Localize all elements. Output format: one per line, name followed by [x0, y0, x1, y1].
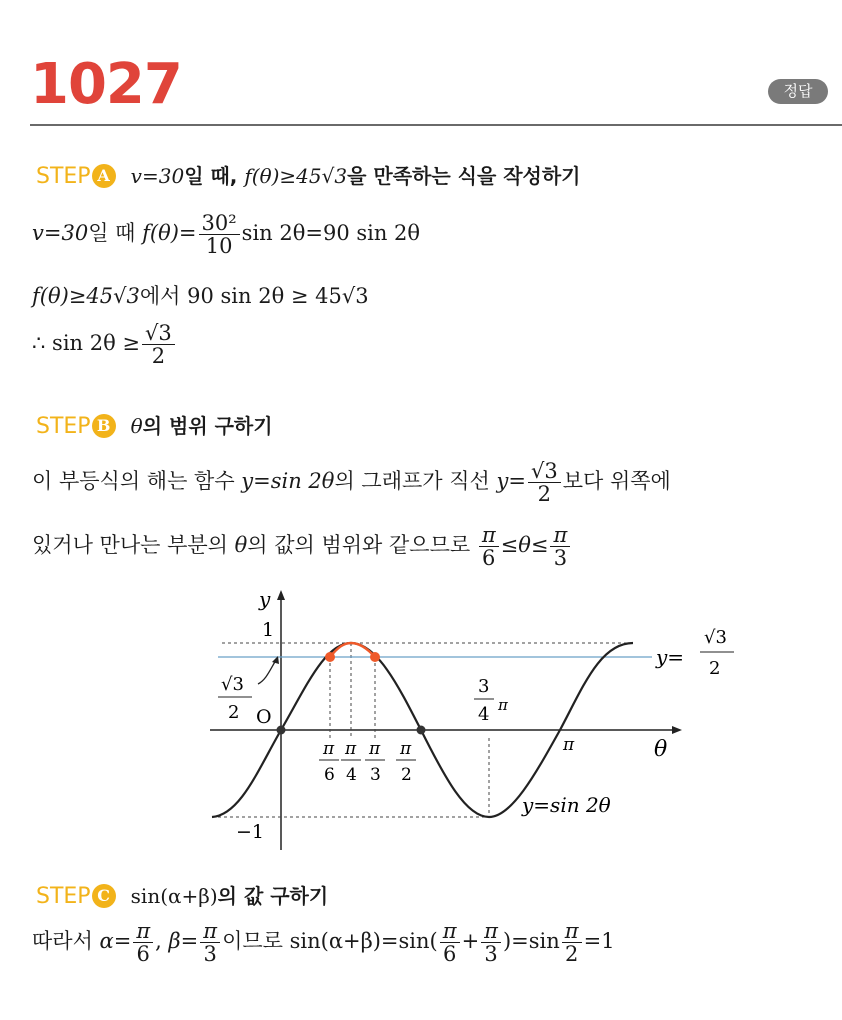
step-a-badge: A	[92, 164, 116, 188]
fraction-sqrt3-over-2	[142, 322, 175, 367]
theta-symbol: θ	[234, 533, 248, 558]
frac-num: π	[200, 920, 220, 943]
y-sqrt3-den: 2	[228, 702, 240, 723]
y-neg-one-label: −1	[236, 821, 265, 843]
fraction-sqrt3-over-2	[528, 460, 561, 505]
solution-arc	[330, 643, 375, 657]
inequality-f: f(θ)≥45√3	[32, 284, 140, 308]
frac-den: 6	[482, 546, 496, 571]
step-b-title	[131, 414, 273, 438]
step-a-title	[131, 164, 581, 188]
step-a-line-2	[32, 280, 369, 310]
step-c-line	[32, 920, 615, 965]
step-b-paragraph-1	[32, 460, 671, 505]
eq-range: ≤θ≤	[500, 533, 549, 558]
answer-tag[interactable]: 정답	[768, 79, 828, 104]
fraction-beta	[200, 920, 220, 965]
y-one-label: 1	[262, 619, 275, 641]
step-a-title-var: v=30	[130, 164, 185, 188]
text-above: 보다 위쪽에	[562, 469, 671, 494]
sine-graph	[0, 585, 842, 860]
y-axis-label: y	[259, 587, 271, 611]
frac-den: 3	[553, 546, 568, 571]
step-a-heading	[36, 160, 581, 189]
frac-den: 3	[484, 942, 498, 967]
step-c-label: STEP	[36, 884, 91, 909]
frac-num: π	[440, 920, 460, 943]
y-axis-arrow-icon	[277, 590, 285, 600]
header-divider	[30, 124, 842, 126]
therefore-sin: ∴ sin 2θ ≥	[32, 331, 141, 356]
frac-num: π	[481, 920, 501, 943]
eq-y: y=	[496, 469, 526, 494]
step-a-title-text1: 일 때,	[184, 164, 245, 188]
inequality-sin: 90 sin 2θ ≥ 45√3	[187, 284, 369, 308]
text-solution: 이 부등식의 해는 함수	[32, 469, 242, 494]
eq-alpha: α=	[99, 929, 132, 954]
step-b-paragraph-2	[32, 524, 572, 569]
tq-num: 3	[478, 676, 490, 697]
frac-num: π	[479, 524, 499, 547]
fraction-30sq-over-10	[199, 212, 240, 257]
frac-den: 2	[151, 344, 166, 369]
frac-den: 6	[442, 942, 457, 967]
text-when: 일 때	[88, 221, 143, 246]
tick-den: 6	[324, 765, 335, 785]
pi-over-2-point	[417, 726, 426, 735]
tick-pi-over-6	[319, 739, 339, 785]
pointer-arrow	[258, 660, 276, 684]
step-b-heading	[36, 410, 273, 439]
origin-label: O	[256, 706, 272, 728]
pi-label: π	[563, 735, 575, 755]
label-three-quarter-pi	[474, 676, 509, 725]
plus: +	[461, 929, 480, 954]
tick-den: 4	[346, 765, 357, 785]
tick-pi-over-2	[396, 739, 416, 785]
tick-num: π	[369, 739, 381, 759]
frac-num: π	[562, 920, 582, 943]
step-b-badge: B	[92, 414, 116, 438]
intersection-point-pi-over-6	[325, 652, 335, 662]
eq-f: f(θ)=	[142, 221, 197, 246]
line-label-pre: y=	[656, 645, 685, 669]
step-b-label: STEP	[36, 414, 91, 439]
fraction-pi-over-6	[440, 920, 460, 965]
frac-den: 2	[565, 942, 579, 967]
tick-num: π	[323, 739, 335, 759]
line-label-den: 2	[709, 658, 721, 679]
eq-beta: β=	[168, 929, 199, 954]
fraction-pi-over-3	[481, 920, 501, 965]
step-c-title	[131, 884, 329, 908]
eq-v: v=30	[32, 221, 89, 246]
eq-sin-sum: sin(α+β)=sin(	[289, 929, 438, 954]
curve-label: y=sin 2θ	[522, 793, 611, 817]
tq-den: 4	[478, 704, 490, 725]
text-graph-line: 의 그래프가 직선	[334, 469, 497, 494]
fraction-pi-over-2	[562, 920, 582, 965]
tick-den: 2	[401, 765, 412, 785]
step-c-title-text: 의 값 구하기	[217, 884, 329, 908]
tick-num: π	[345, 739, 357, 759]
frac-num: π	[550, 524, 570, 547]
frac-den: 2	[537, 482, 552, 507]
tick-num: π	[400, 739, 412, 759]
line-label-num: √3	[704, 627, 727, 648]
frac-num: π	[133, 920, 153, 943]
problem-number: 1027	[30, 52, 182, 117]
sin-alpha-beta: sin(α+β)	[130, 884, 218, 908]
fraction-pi-over-3	[550, 524, 570, 569]
eq-sin-close: )=sin	[502, 929, 560, 954]
origin-point	[277, 726, 286, 735]
step-a-line-1	[32, 212, 420, 257]
step-b-title-text: 의 범위 구하기	[142, 414, 273, 438]
step-c-heading	[36, 880, 328, 909]
theta-symbol: θ	[130, 414, 143, 438]
tick-den: 3	[370, 765, 381, 785]
eq-sin: sin 2θ=90 sin 2θ	[241, 221, 421, 246]
frac-num: 30²	[199, 212, 240, 235]
comma: ,	[155, 929, 169, 954]
step-a-title-math: f(θ)≥45√3	[244, 164, 348, 188]
frac-den: 10	[205, 234, 233, 259]
frac-num: √3	[142, 322, 175, 345]
intersection-point-pi-over-3	[370, 652, 380, 662]
step-a-line-3	[32, 322, 177, 367]
step-c-badge: C	[92, 884, 116, 908]
line-label-y-sqrt3-over-2	[655, 627, 734, 679]
step-a-label: STEP	[36, 164, 91, 189]
text-eseo: 에서	[139, 284, 188, 308]
tq-pi: π	[498, 696, 508, 714]
eq-result: =1	[583, 929, 615, 954]
frac-den: 6	[136, 942, 150, 967]
frac-den: 3	[203, 942, 217, 967]
fraction-pi-over-6	[479, 524, 499, 569]
eq-y-sin2theta: y=sin 2θ	[241, 469, 335, 494]
tick-pi-over-4	[341, 739, 361, 785]
fraction-alpha	[133, 920, 153, 965]
text-therefore: 따라서	[32, 929, 100, 954]
step-a-title-text2: 을 만족하는 식을 작성하기	[347, 164, 581, 188]
frac-num: √3	[528, 460, 561, 483]
theta-axis-label: θ	[654, 737, 668, 762]
theta-axis-arrow-icon	[672, 726, 682, 734]
text-range: 의 값의 범위와 같으므로	[247, 533, 477, 558]
y-sqrt3-num: √3	[221, 674, 244, 695]
tick-pi-over-3	[365, 739, 385, 785]
text-meet: 있거나 만나는 부분의	[32, 533, 235, 558]
text-since: 이므로	[222, 929, 290, 954]
